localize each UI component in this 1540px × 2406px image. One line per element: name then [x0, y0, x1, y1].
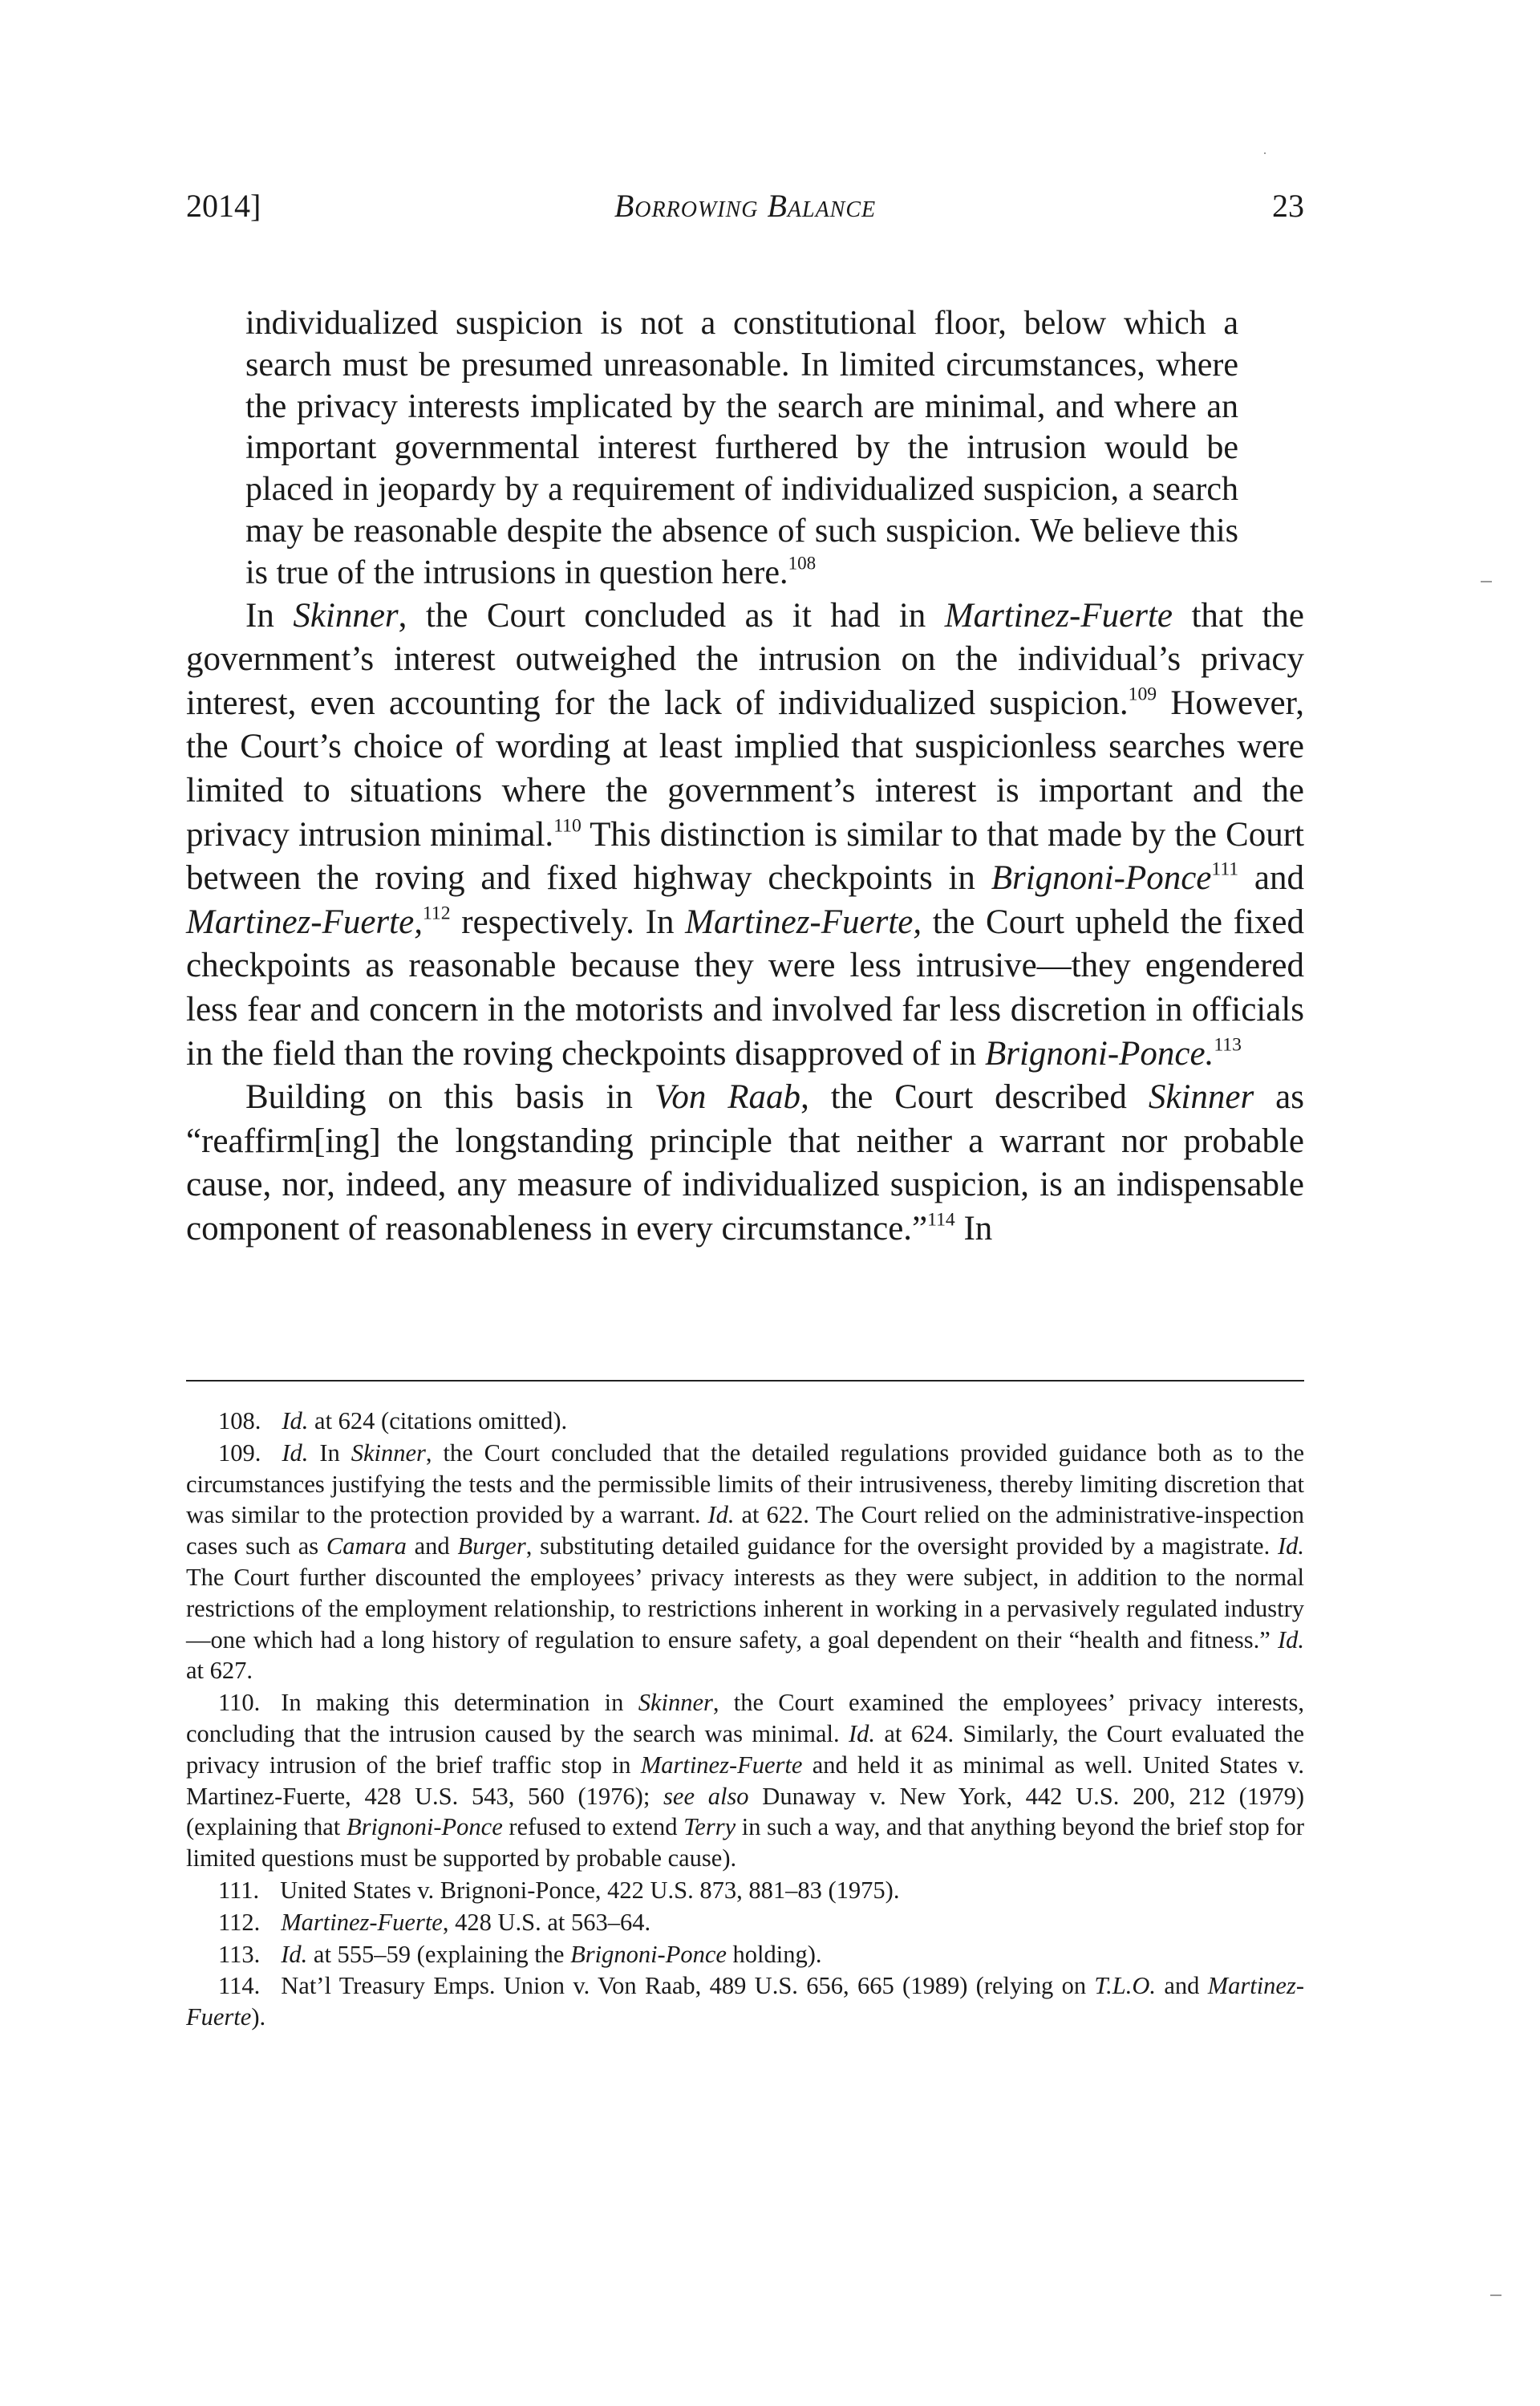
citation-id: Id.	[281, 1940, 308, 1968]
footnote-ref-110[interactable]: 110	[553, 814, 582, 836]
case-name-skinner: Skinner	[1148, 1078, 1254, 1117]
case-name-tlo: T.L.O.	[1094, 1972, 1156, 2000]
footnote-number: 113.	[218, 1940, 261, 1968]
footnote-ref-113[interactable]: 113	[1214, 1033, 1242, 1055]
block-quote	[245, 303, 1238, 594]
footnotes	[186, 1406, 1304, 2034]
p2-a: Building on this basis in	[245, 1078, 654, 1117]
footnote-112	[186, 1907, 1304, 1938]
footnote-text: In making this determination in	[281, 1689, 638, 1717]
case-name-martinez-fuerte: Martinez-Fuerte,	[685, 903, 922, 941]
footnote-text: and	[406, 1532, 458, 1560]
footnote-divider	[186, 1380, 1304, 1382]
case-name-skinner: Skinner	[293, 596, 399, 635]
footnote-113	[186, 1939, 1304, 1970]
scan-speck	[1264, 152, 1266, 154]
footnote-ref-112[interactable]: 112	[422, 903, 451, 923]
footnote-ref-109[interactable]: 109	[1128, 684, 1157, 705]
footnote-text: , 428 U.S. at 563–64.	[442, 1908, 651, 1936]
footnote-text: at 555–59 (explaining the	[307, 1940, 571, 1968]
case-name-brignoni-ponce: Brignoni-Ponce	[346, 1813, 503, 1841]
citation-id: Id.	[848, 1719, 876, 1747]
footnote-text: at 622. The Court relied on the administrative-inspection cases such as	[186, 1501, 1305, 1560]
footnote-114	[186, 1970, 1304, 2033]
footnote-text: in such a way, and that anything beyond the brief stop for limited questions must be supported by probable cause).	[186, 1813, 1305, 1872]
footnote-text: , the Court examined the employees’ privacy interests, concluding that the intrusion caused by the search was minimal.	[186, 1689, 1304, 1747]
signal-see-also: see also	[663, 1782, 749, 1810]
citation-id: Id.	[282, 1438, 309, 1467]
footnote-text: The Court further discounted the employees’ privacy interests as they were subject, in addition to the normal restrictions of the employment relationship, to restrictions inherent in working in a pervasively regulated industry—one which had a long history of regulation to ensure safety, a goal dependent on their “health and fitness.”	[186, 1563, 1304, 1653]
footnote-number: 110.	[218, 1689, 261, 1717]
footnote-number: 114.	[218, 1972, 261, 2000]
paragraph-von-raab	[186, 1076, 1304, 1251]
footnote-text: , the Court concluded that the detailed regulations provided guidance both as to the circumstances justifying the tests and the permissible limits of their intrusiveness, thereby limiting discretion that was similar to the protection provided by a warrant.	[186, 1438, 1304, 1529]
citation-id: Id.	[282, 1407, 309, 1434]
case-name-martinez-fuerte: Martinez-Fuerte	[640, 1751, 803, 1779]
footnote-number: 111.	[218, 1876, 260, 1904]
footnote-number: 112.	[218, 1908, 261, 1936]
footnote-ref-111[interactable]: 111	[1211, 858, 1239, 880]
p1-s2: However, the Court’s choice of wording at least implied that suspicionless searches were limited to situations where the government’s interest is important and the privacy intrusion minimal.	[186, 684, 1304, 854]
paragraph-skinner	[186, 594, 1304, 1077]
case-name-brignoni-ponce: Brignoni-Ponce	[570, 1940, 727, 1968]
case-name-skinner: Skinner	[351, 1438, 426, 1467]
p1-s3c: respectively. In	[450, 903, 686, 941]
footnote-text: In	[308, 1438, 351, 1467]
footnote-text: and held it as minimal as well. United States v. Martinez-Fuerte, 428 U.S. 543, 560 (1976);	[186, 1751, 1304, 1810]
footnote-text: and	[1155, 1972, 1208, 2000]
p1-s3b: and	[1238, 859, 1304, 898]
case-name-burger: Burger	[457, 1532, 526, 1560]
footnote-111	[186, 1875, 1304, 1906]
block-quote-text: individualized suspicion is not a constitutional floor, below which a search must be presumed unreasonable. In limited circumstances, where the privacy interests implicated by the search are minimal, and where an important governmental interest furthered by the intrusion would be placed in jeopardy by a requirement of individualized suspicion, a search may be reasonable despite the absence of such suspicion. We believe this is true of the intrusions in question here.	[245, 305, 1238, 591]
case-name-martinez-fuerte: Martinez-Fuerte,	[186, 903, 423, 941]
case-name-terry: Terry	[683, 1813, 736, 1841]
footnote-ref-114[interactable]: 114	[927, 1209, 955, 1231]
case-name-camara: Camara	[326, 1532, 407, 1560]
footnote-text: holding).	[726, 1940, 822, 1968]
p1-s4a: the Court upheld the fixed checkpoints as reasonable because they were less intrusive—they engendered less fear and concern in the motorists and involved far less discretion in officials in the field than the roving checkpoints disapproved of in	[186, 903, 1304, 1073]
p1-s1b: , the Court concluded as it had in	[398, 596, 945, 635]
case-name-martinez-fuerte: Martinez-Fuerte	[944, 596, 1173, 635]
citation-id: Id.	[1277, 1625, 1304, 1653]
scan-speck	[1481, 581, 1492, 582]
footnote-108	[186, 1406, 1304, 1437]
case-name-brignoni-ponce: Brignoni-Ponce	[991, 859, 1212, 898]
header-title: Borrowing Balance	[614, 188, 877, 224]
scan-speck	[1490, 2294, 1502, 2296]
footnote-text: , substituting detailed guidance for the oversight provided by a magistrate.	[525, 1532, 1278, 1560]
footnote-text: refused to extend	[502, 1813, 684, 1841]
p1-s1c: that the government’s interest outweighed the intrusion on the individual’s privacy interest, even accounting for the lack of individualized suspicion.	[186, 596, 1304, 722]
case-name-martinez-fuerte: Martinez-Fuerte	[281, 1908, 443, 1936]
footnote-110	[186, 1687, 1304, 1874]
p2-c: as “reaffirm[ing] the longstanding principle that neither a warrant nor probable cause, nor, indeed, any measure of individualized suspicion, is an indispensable component of reasonableness in every circumstance.”	[186, 1078, 1304, 1248]
case-name-von-raab: Von Raab	[654, 1078, 801, 1117]
main-text	[186, 303, 1304, 1251]
footnote-ref-108[interactable]: 108	[788, 552, 817, 574]
footnote-text: at 624 (citations omitted).	[308, 1407, 568, 1434]
case-name-martinez-fuerte: Martinez-Fuerte	[186, 1972, 1304, 2031]
case-name-skinner: Skinner	[638, 1689, 713, 1717]
p1-s3a: This distinction is similar to that made by the Court between the roving and fixed highway checkpoints in	[186, 815, 1305, 898]
footnote-text: United States v. Brignoni-Ponce, 422 U.S. 873, 881–83 (1975).	[280, 1876, 900, 1904]
footnote-number: 108.	[218, 1407, 261, 1434]
p2-d: In	[954, 1209, 993, 1248]
running-header	[186, 186, 1304, 226]
citation-id: Id.	[707, 1501, 735, 1529]
footnote-text: at 627.	[186, 1657, 253, 1685]
footnote-text: at 624. Similarly, the Court evaluated the privacy intrusion of the brief traffic stop in	[186, 1719, 1304, 1779]
footnote-number: 109.	[218, 1438, 261, 1467]
p2-b: , the Court described	[800, 1078, 1149, 1117]
page-number: 23	[1272, 188, 1304, 224]
header-year: 2014]	[186, 188, 261, 224]
footnote-text: Dunaway v. New York, 442 U.S. 200, 212 (1979) (explaining that	[186, 1782, 1304, 1841]
footnote-109	[186, 1438, 1304, 1686]
case-name-brignoni-ponce: Brignoni-Ponce.	[984, 1034, 1214, 1073]
citation-id: Id.	[1277, 1532, 1304, 1560]
p1-s1a: In	[245, 596, 294, 635]
footnote-text: Nat’l Treasury Emps. Union v. Von Raab, 489 U.S. 656, 665 (1989) (relying on	[281, 1972, 1095, 2000]
footnote-text: ).	[251, 2003, 266, 2031]
